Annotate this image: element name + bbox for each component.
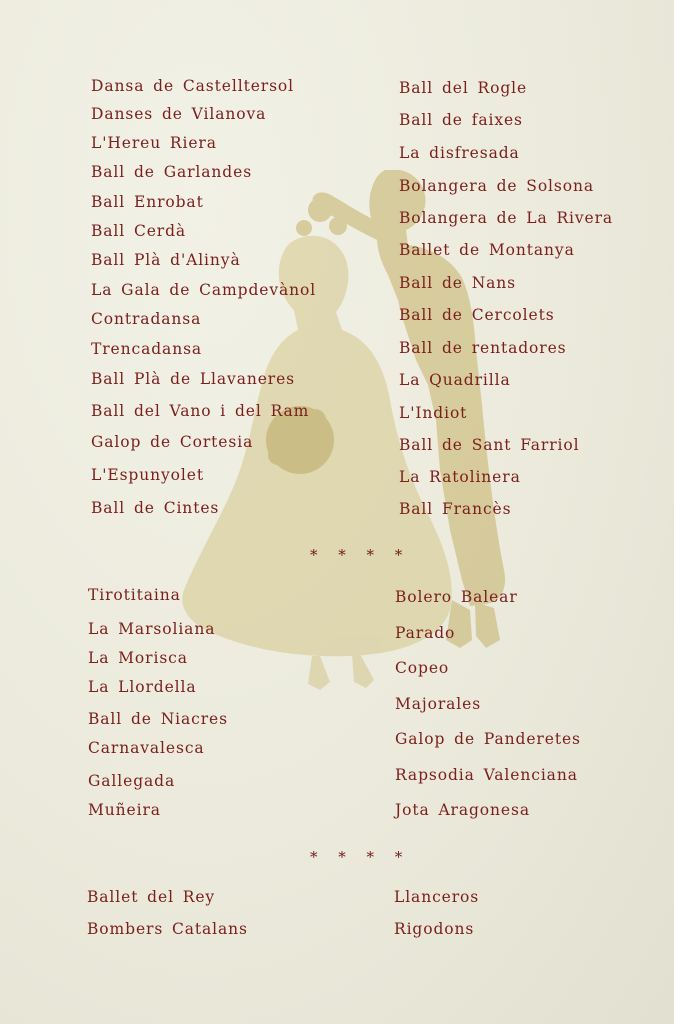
dance-title: Rigodons: [394, 920, 475, 938]
dance-title: La Ratolinera: [399, 468, 521, 486]
dance-title: Ball de Nans: [399, 274, 517, 292]
dance-title: Ball de Garlandes: [91, 163, 253, 181]
dance-title: Ball del Rogle: [399, 79, 528, 97]
dance-title: La disfresada: [399, 144, 520, 162]
dance-title: Ballet del Rey: [87, 888, 216, 906]
dance-title: Galop de Panderetes: [395, 730, 581, 748]
dance-title: Gallegada: [88, 772, 176, 790]
dance-title: Dansa de Castelltersol: [91, 77, 295, 95]
dance-title: Carnavalesca: [88, 739, 205, 757]
dance-title: Ball Plà de Llavaneres: [91, 370, 296, 388]
dance-title: Bolangera de Solsona: [399, 177, 595, 195]
dance-title: La Marsoliana: [88, 620, 216, 638]
dance-title: Jota Aragonesa: [395, 801, 530, 819]
dance-title: Llanceros: [394, 888, 480, 906]
dance-title: L'Indiot: [399, 404, 468, 422]
dance-title: Ball Enrobat: [91, 193, 204, 211]
dance-title: L'Espunyolet: [91, 466, 204, 484]
dance-title: L'Hereu Riera: [91, 134, 217, 152]
dance-title: Ball Plà d'Alinyà: [91, 251, 241, 269]
dance-title: Ball de faixes: [399, 111, 523, 129]
dance-title: Muñeira: [88, 801, 161, 819]
dance-title: Ball de Sant Farriol: [399, 436, 580, 454]
dance-title: Galop de Cortesia: [91, 433, 254, 451]
dance-title: Bolero Balear: [395, 588, 518, 606]
dance-title: Contradansa: [91, 310, 202, 328]
section-separator: * * * *: [310, 546, 403, 564]
dance-title: Ball de Cintes: [91, 499, 220, 517]
dance-title: Trencadansa: [91, 340, 203, 358]
dance-title: Ball del Vano i del Ram: [91, 402, 310, 420]
dance-title: La Llordella: [88, 678, 197, 696]
section-separator: * * * *: [310, 848, 403, 866]
dance-title: Ball Cerdà: [91, 222, 187, 240]
dance-title: Ball de Niacres: [88, 710, 228, 728]
dance-title: La Morisca: [88, 649, 188, 667]
dance-title: Rapsodia Valenciana: [395, 766, 578, 784]
dance-title: Majorales: [395, 695, 482, 713]
dance-title: Ball Francès: [399, 500, 512, 518]
dance-title: Ball de rentadores: [399, 339, 567, 357]
dance-title: Parado: [395, 624, 456, 642]
dance-title: Danses de Vilanova: [91, 105, 267, 123]
dance-title: Copeo: [395, 659, 450, 677]
dance-title: Ballet de Montanya: [399, 241, 575, 259]
dance-title: Bombers Catalans: [87, 920, 248, 938]
dance-title: La Gala de Campdevànol: [91, 281, 317, 299]
dance-title: Ball de Cercolets: [399, 306, 555, 324]
dance-title: Tirotitaina: [88, 586, 181, 604]
dance-title: La Quadrilla: [399, 371, 511, 389]
dance-title: Bolangera de La Rivera: [399, 209, 614, 227]
